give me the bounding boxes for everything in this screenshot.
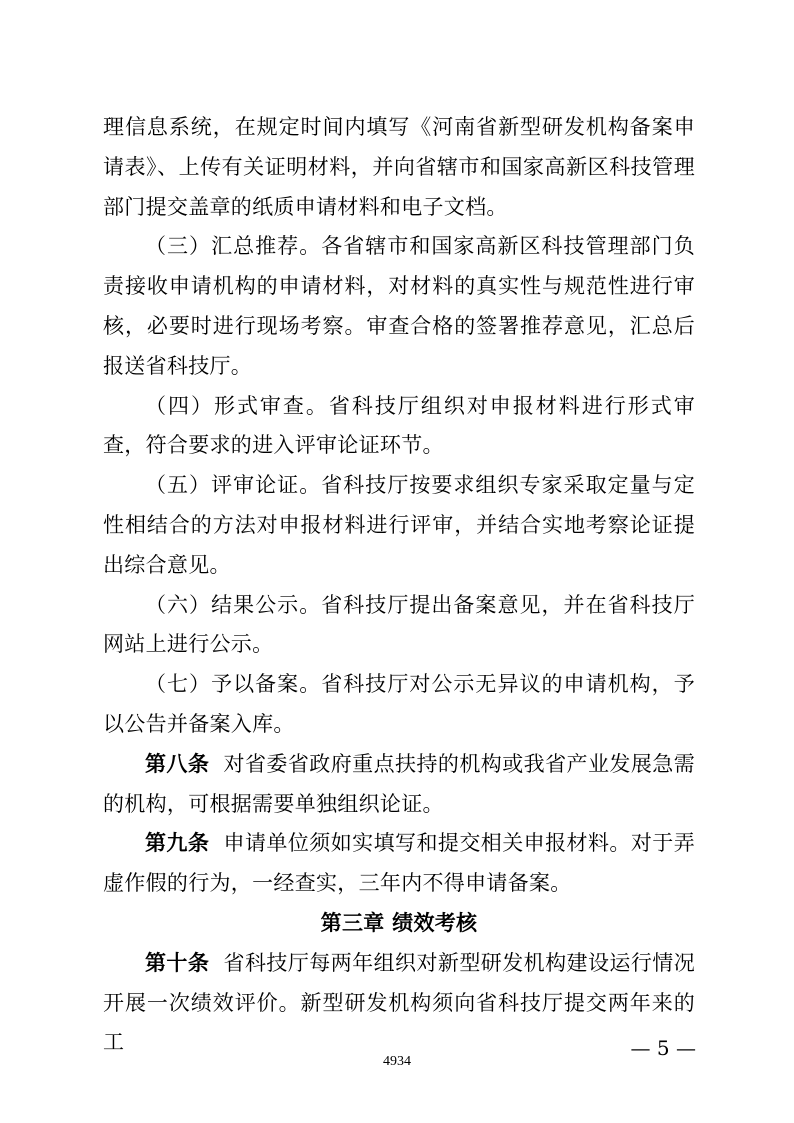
document-body	[103, 108, 695, 1063]
paragraph-text: （三）汇总推荐。各省辖市和国家高新区科技管理部门负责接收申请机构的申请材料，对材料的真实性与规范性进行审核，必要时进行现场考察。审查合格的签署推荐意见，汇总后报送省科技厅。	[103, 234, 695, 378]
article-eight	[103, 745, 695, 825]
document-number: 4934	[383, 1054, 411, 1069]
paragraph-text: （七）予以备案。省科技厅对公示无异议的申请机构，予以公告并备案入库。	[103, 672, 695, 736]
paragraph-text: （六）结果公示。省科技厅提出备案意见，并在省科技厅网站上进行公示。	[103, 592, 695, 657]
article-label: 第十条	[145, 950, 210, 975]
paragraph-step-6	[103, 586, 695, 666]
paragraph-text: 理信息系统，在规定时间内填写《河南省新型研发机构备案申请表》、上传有关证明材料，并向省辖市和国家高新区科技管理部门提交盖章的纸质申请材料和电子文档。	[103, 115, 695, 219]
paragraph-continuation	[103, 108, 695, 227]
paragraph-step-5	[103, 466, 695, 585]
article-text: 申请单位须如实填写和提交相关申报材料。对于弄虚作假的行为，一经查实，三年内不得申请备案。	[103, 831, 695, 896]
article-nine	[103, 824, 695, 904]
article-label: 第九条	[145, 831, 210, 856]
paragraph-step-7	[103, 665, 695, 745]
paragraph-step-4	[103, 387, 695, 467]
article-text: 对省委省政府重点扶持的机构或我省产业发展急需的机构，可根据需要单独组织论证。	[103, 751, 695, 816]
article-text: 省科技厅每两年组织对新型研发机构建设运行情况开展一次绩效评价。新型研发机构须向省科技厅提交两年来的工	[103, 950, 695, 1055]
paragraph-step-3	[103, 227, 695, 386]
paragraph-text: （四）形式审查。省科技厅组织对申报材料进行形式审查，符合要求的进入评审论证环节。	[103, 393, 695, 458]
page-number: — 5 —	[630, 1036, 696, 1060]
article-ten	[103, 944, 695, 1063]
article-label: 第八条	[145, 751, 210, 776]
paragraph-text: （五）评审论证。省科技厅按要求组织专家采取定量与定性相结合的方法对申报材料进行评审，并结合实地考察论证提出综合意见。	[103, 473, 695, 577]
chapter-title: 第三章 绩效考核	[320, 910, 478, 935]
